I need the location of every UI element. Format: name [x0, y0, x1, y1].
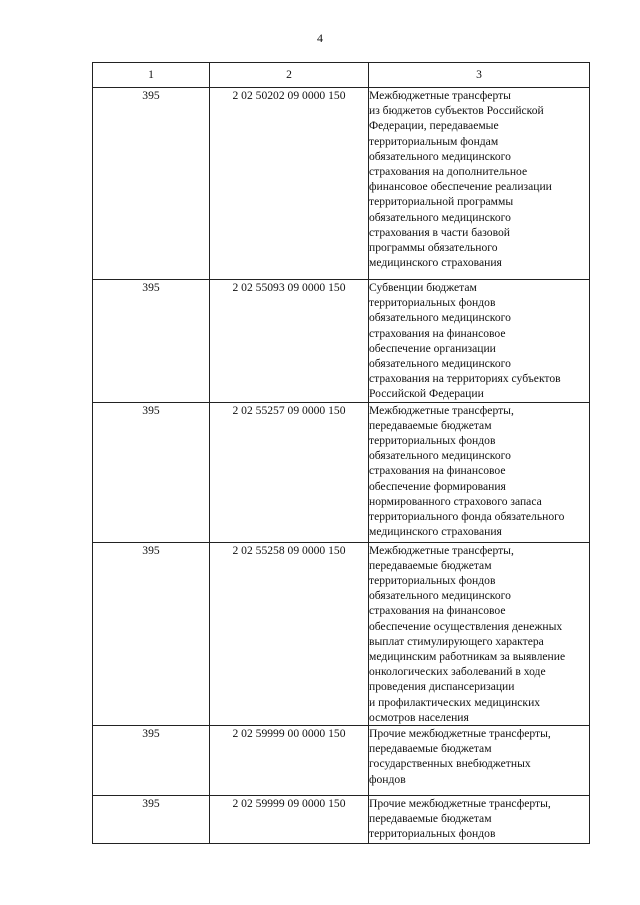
revenue-name-line: обязательного медицинского — [369, 311, 511, 325]
revenue-code-cell: 2 02 55258 09 0000 150 — [210, 542, 369, 725]
table-row — [93, 402, 590, 542]
table-row — [93, 542, 590, 725]
revenue-code-cell: 2 02 59999 09 0000 150 — [210, 796, 369, 844]
revenue-name-cell — [369, 402, 590, 542]
revenue-name-line: нормированного страхового запаса — [369, 494, 542, 508]
table-row — [93, 88, 590, 280]
revenue-name-line: обязательного медицинского — [369, 210, 511, 224]
revenue-name-line: передаваемые бюджетам — [369, 812, 492, 826]
revenue-name-line: передаваемые бюджетам — [369, 418, 492, 432]
revenue-name-line: из бюджетов субъектов Российской — [369, 104, 544, 118]
revenue-name-line: территориальных фондов — [369, 434, 496, 448]
page-number: 4 — [317, 31, 323, 45]
revenue-name-cell — [369, 796, 590, 844]
revenue-code-cell: 2 02 55257 09 0000 150 — [210, 402, 369, 542]
revenue-name-line: выплат стимулирующего характера — [369, 634, 544, 648]
revenue-name-line: Прочие межбюджетные трансферты, — [369, 727, 551, 741]
revenue-name-line: онкологических заболеваний в ходе — [369, 665, 546, 679]
revenue-name-line: государственных внебюджетных — [369, 757, 531, 771]
revenue-name-line: осмотров населения — [369, 710, 469, 724]
revenue-name-line: страхования на финансовое — [369, 604, 506, 618]
revenue-name-line: финансовое обеспечение реализации — [369, 180, 552, 194]
revenue-name-line: страхования в части базовой — [369, 225, 510, 239]
revenue-name-line: передаваемые бюджетам — [369, 742, 492, 756]
revenue-name-line: Российской Федерации — [369, 387, 484, 401]
revenue-name-line: передаваемые бюджетам — [369, 558, 492, 572]
table-header-row — [93, 63, 590, 88]
revenue-name-cell — [369, 88, 590, 280]
revenue-name-line: обязательного медицинского — [369, 449, 511, 463]
revenue-name-line: территориальных фондов — [369, 296, 496, 310]
revenue-code-cell: 2 02 59999 00 0000 150 — [210, 726, 369, 796]
table-row — [93, 280, 590, 403]
revenue-name-cell — [369, 542, 590, 725]
admin-code-cell: 395 — [93, 542, 210, 725]
table-row — [93, 796, 590, 844]
column-header-2: 2 — [210, 63, 369, 88]
revenue-name-line: территориальным фондам — [369, 134, 499, 148]
revenue-codes-table — [92, 62, 590, 844]
column-header-1: 1 — [93, 63, 210, 88]
revenue-name-line: медицинского страхования — [369, 525, 502, 539]
revenue-name-line: Межбюджетные трансферты — [369, 89, 511, 102]
revenue-name-line: территориальных фондов — [369, 574, 496, 588]
revenue-name-line: медицинского страхования — [369, 256, 502, 270]
revenue-name-line: проведения диспансеризации — [369, 680, 515, 694]
revenue-name-line: медицинским работникам за выявление — [369, 650, 566, 664]
revenue-name-line: программы обязательного — [369, 241, 498, 255]
revenue-name-cell — [369, 280, 590, 403]
table-row — [93, 726, 590, 796]
revenue-name-line: и профилактических медицинских — [369, 695, 541, 709]
revenue-name-line: обеспечение организации — [369, 341, 496, 355]
revenue-code-cell: 2 02 55093 09 0000 150 — [210, 280, 369, 403]
revenue-name-cell — [369, 726, 590, 796]
admin-code-cell: 395 — [93, 796, 210, 844]
revenue-name-line: Прочие межбюджетные трансферты, — [369, 797, 551, 811]
revenue-name-line: территориальных фондов — [369, 827, 496, 841]
revenue-name-line: фондов — [369, 772, 406, 786]
revenue-name-line: обеспечение осуществления денежных — [369, 619, 563, 633]
revenue-name-line: Межбюджетные трансферты, — [369, 543, 514, 557]
revenue-name-line: страхования на финансовое — [369, 464, 506, 478]
revenue-name-line: обеспечение формирования — [369, 479, 506, 493]
revenue-name-line: Федерации, передаваемые — [369, 119, 499, 133]
revenue-name-line: страхования на дополнительное — [369, 165, 528, 179]
revenue-name-line: обязательного медицинского — [369, 589, 511, 603]
revenue-name-line: территориальной программы — [369, 195, 514, 209]
revenue-name-line: Межбюджетные трансферты, — [369, 403, 514, 417]
admin-code-cell: 395 — [93, 726, 210, 796]
revenue-name-line: страхования на территориях субъектов — [369, 372, 561, 386]
revenue-name-line: страхования на финансовое — [369, 326, 506, 340]
admin-code-cell: 395 — [93, 280, 210, 403]
revenue-code-cell: 2 02 50202 09 0000 150 — [210, 88, 369, 280]
revenue-name-line: Субвенции бюджетам — [369, 281, 477, 294]
column-header-3: 3 — [369, 63, 590, 88]
table-body — [93, 88, 590, 844]
admin-code-cell: 395 — [93, 88, 210, 280]
revenue-name-line: территориального фонда обязательного — [369, 510, 565, 524]
admin-code-cell: 395 — [93, 402, 210, 542]
revenue-name-line: обязательного медицинского — [369, 357, 511, 371]
revenue-name-line: обязательного медицинского — [369, 149, 511, 163]
